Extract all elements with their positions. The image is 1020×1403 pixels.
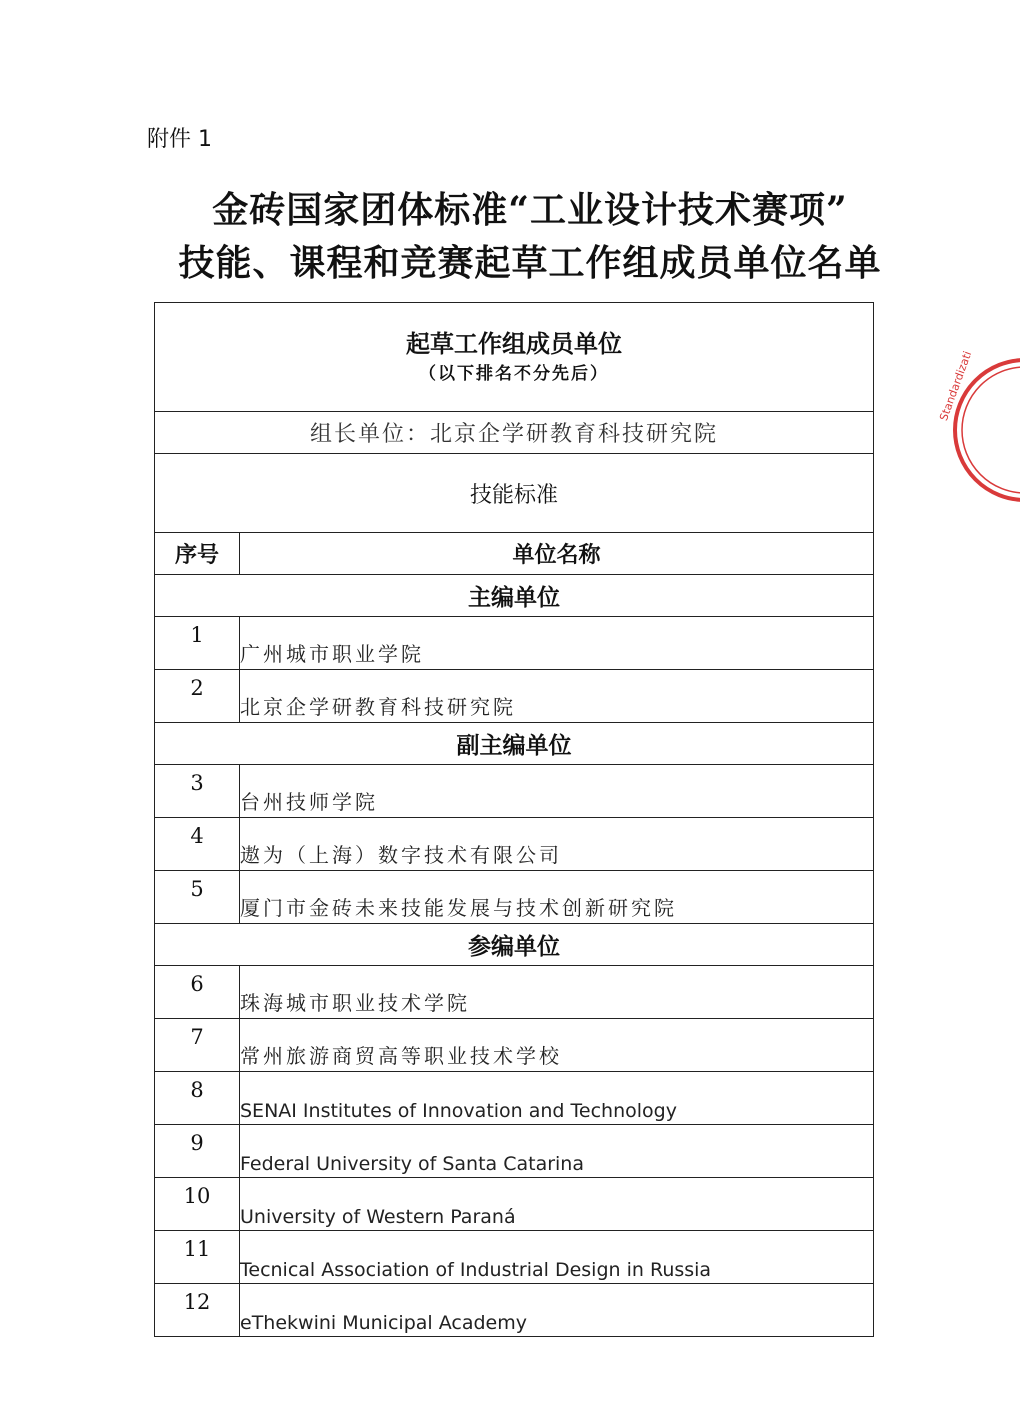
document-title-line1: 金砖国家团体标准“工业设计技术赛项” — [212, 189, 848, 231]
table-row — [155, 1284, 874, 1337]
table-row — [155, 670, 874, 723]
table-header-subtitle: （以下排名不分先后） — [419, 364, 609, 384]
row-number: 1 — [155, 617, 240, 670]
member-table — [154, 302, 874, 1337]
row-unit-name: 台州技师学院 — [240, 765, 874, 818]
column-header-index: 序号 — [155, 533, 240, 575]
seal-ring — [955, 360, 1020, 500]
leader-unit: 组长单位：北京企学研教育科技研究院 — [155, 412, 874, 454]
seal-text: Standardizati — [937, 349, 975, 423]
document-title-line2: 技能、课程和竞赛起草工作组成员单位名单 — [178, 242, 882, 284]
table-row — [155, 1125, 874, 1178]
table-row — [155, 617, 874, 670]
row-unit-name: 厦门市金砖未来技能发展与技术创新研究院 — [240, 871, 874, 924]
row-number: 2 — [155, 670, 240, 723]
table-row — [155, 1231, 874, 1284]
row-unit-name: 遨为（上海）数字技术有限公司 — [240, 818, 874, 871]
section-label-deputy: 副主编单位 — [155, 723, 874, 765]
table-row — [155, 818, 874, 871]
row-number: 12 — [155, 1284, 240, 1337]
official-seal — [937, 345, 1020, 515]
table-header — [155, 303, 874, 412]
category-label: 技能标准 — [155, 454, 874, 533]
table-row — [155, 765, 874, 818]
row-unit-name: 广州城市职业学院 — [240, 617, 874, 670]
section-label-participating: 参编单位 — [155, 924, 874, 966]
attachment-label: 附件 1 — [147, 127, 212, 152]
table-row — [155, 1019, 874, 1072]
table-row — [155, 871, 874, 924]
table-row — [155, 966, 874, 1019]
row-number: 4 — [155, 818, 240, 871]
table-header-title: 起草工作组成员单位 — [406, 330, 622, 358]
row-unit-name: 珠海城市职业技术学院 — [240, 966, 874, 1019]
section-label-chief: 主编单位 — [155, 575, 874, 617]
row-number: 6 — [155, 966, 240, 1019]
row-number: 11 — [155, 1231, 240, 1284]
row-unit-name: SENAI Institutes of Innovation and Technology — [240, 1072, 874, 1125]
table-row — [155, 1178, 874, 1231]
row-number: 7 — [155, 1019, 240, 1072]
row-unit-name: Tecnical Association of Industrial Design in Russia — [240, 1231, 874, 1284]
table-row — [155, 1072, 874, 1125]
row-unit-name: eThekwini Municipal Academy — [240, 1284, 874, 1337]
row-number: 8 — [155, 1072, 240, 1125]
row-unit-name: Federal University of Santa Catarina — [240, 1125, 874, 1178]
column-header-name: 单位名称 — [240, 533, 874, 575]
row-unit-name: 常州旅游商贸高等职业技术学校 — [240, 1019, 874, 1072]
row-unit-name: 北京企学研教育科技研究院 — [240, 670, 874, 723]
row-number: 5 — [155, 871, 240, 924]
row-number: 9 — [155, 1125, 240, 1178]
row-unit-name: University of Western Paraná — [240, 1178, 874, 1231]
row-number: 3 — [155, 765, 240, 818]
row-number: 10 — [155, 1178, 240, 1231]
